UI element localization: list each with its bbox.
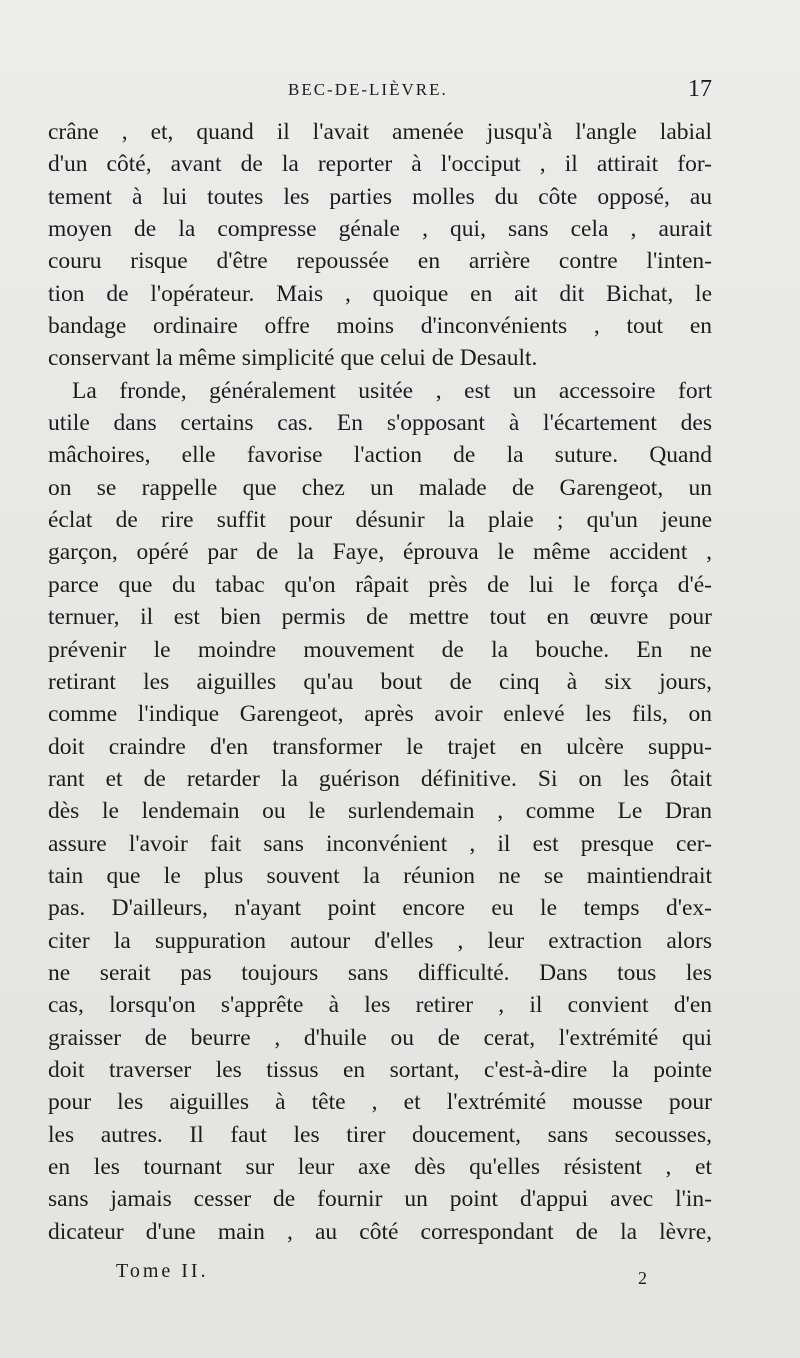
body-text — [48, 116, 712, 1248]
text-line: bandage ordinaire offre moins d'inconvénients , tout en — [48, 313, 712, 340]
text-line: crâne , et, quand il l'avait amenée jusqu'à l'angle labial — [48, 119, 712, 145]
text-line: ne serait pas toujours sans difficulté. Dans tous les — [48, 959, 712, 986]
page-number: 17 — [688, 76, 712, 102]
text-line: garçon, opéré par de la Faye, éprouva le même accident , — [48, 539, 712, 566]
text-line: conservant la même simplicité que celui de Desault. — [48, 345, 538, 372]
text-line: tion de l'opérateur. Mais , quoique en ait dit Bichat, le — [48, 280, 712, 307]
text-line: rant et de retarder la guérison définitive. Si on les ôtait — [48, 765, 712, 792]
text-line: pour les aiguilles à tête , et l'extrémité mousse pour — [48, 1089, 712, 1116]
text-line: citer la suppuration autour d'elles , leur extraction alors — [48, 927, 712, 954]
text-line: les autres. Il faut les tirer doucement, sans secousses, — [48, 1121, 712, 1148]
text-line: éclat de rire suffit pour désunir la plaie ; qu'un jeune — [48, 507, 712, 534]
text-line: d'un côté, avant de la reporter à l'occiput , il attirait for- — [48, 151, 712, 178]
text-line: parce que du tabac qu'on râpait près de lui le força d'é- — [48, 571, 712, 598]
text-line: ternuer, il est bien permis de mettre tout en œuvre pour — [48, 604, 712, 631]
volume-signature: Tome II. — [116, 1260, 209, 1282]
text-line: cas, lorsqu'on s'apprête à les retirer , il convient d'en — [48, 992, 712, 1019]
page-footer — [64, 1260, 684, 1300]
text-line: mâchoires, elle favorise l'action de la suture. Quand — [48, 442, 712, 469]
text-line: pas. D'ailleurs, n'ayant point encore eu le temps d'ex- — [48, 895, 712, 922]
page-header — [48, 76, 712, 106]
text-line: tement à lui toutes les parties molles du côte opposé, au — [48, 183, 712, 210]
text-line: prévenir le moindre mouvement de la bouche. En ne — [48, 636, 712, 663]
text-line: dicateur d'une main , au côté correspondant de la lèvre, — [48, 1218, 712, 1245]
text-line: doit craindre d'en transformer le trajet en ulcère suppu- — [48, 733, 712, 760]
text-line: sans jamais cesser de fournir un point d'appui avec l'in- — [48, 1186, 712, 1213]
text-line: dès le lendemain ou le surlendemain , comme Le Dran — [48, 798, 712, 825]
text-line: graisser de beurre , d'huile ou de cerat, l'extrémité qui — [48, 1024, 712, 1051]
text-line: La fronde, généralement usitée , est un accessoire fort — [72, 377, 712, 404]
text-line: retirant les aiguilles qu'au bout de cinq à six jours, — [48, 668, 712, 695]
text-line: tain que le plus souvent la réunion ne se maintiendrait — [48, 862, 712, 889]
sheet-number: 2 — [638, 1268, 647, 1288]
text-line: assure l'avoir fait sans inconvénient , il est presque cer- — [48, 830, 712, 857]
text-line: on se rappelle que chez un malade de Garengeot, un — [48, 474, 712, 501]
text-line: moyen de la compresse génale , qui, sans cela , aurait — [48, 216, 712, 243]
text-line: utile dans certains cas. En s'opposant à l'écartement des — [48, 410, 712, 437]
running-title: BEC-DE-LIÈVRE. — [288, 80, 448, 99]
text-line: couru risque d'être repoussée en arrière contre l'inten- — [48, 248, 712, 275]
text-line: comme l'indique Garengeot, après avoir enlevé les fils, on — [48, 701, 712, 728]
text-line: en les tournant sur leur axe dès qu'elles résistent , et — [48, 1154, 712, 1180]
text-line: doit traverser les tissus en sortant, c'est-à-dire la pointe — [48, 1056, 712, 1083]
